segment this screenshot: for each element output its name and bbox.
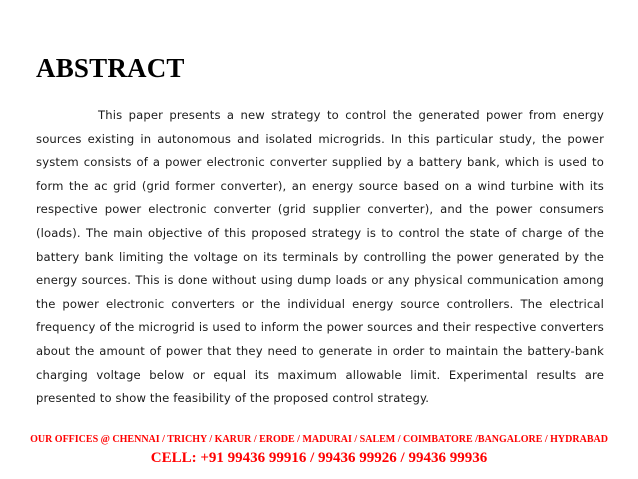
footer-offices-line: OUR OFFICES @ CHENNAI / TRICHY / KARUR / ERODE / MADURAI / SALEM / COIMBATORE /BANGALORE / HYDRABAD xyxy=(30,434,608,445)
footer-cell-numbers: CELL: +91 99436 99916 / 99436 99926 / 99436 99936 xyxy=(150,450,488,466)
abstract-body: This paper presents a new strategy to control the generated power from energy sources existing in autonomous and isolated microgrids. In this particular study, the power system consists of a power electronic converter supplied by a battery bank, which is used to form the ac grid (grid former converter), an energy source based on a wind turbine with its respective power electronic converter (grid supplier converter), and the power consumers (loads). The main objective of this proposed strategy is to control the state of charge of the battery bank limiting the voltage on its terminals by controlling the power generated by the energy sources. This is done without using dump loads or any physical communication among the power electronic converters or the individual energy source controllers. The electrical frequency of the microgrid is used to inform the power sources and their respective converters about the amount of power that they need to generate in order to maintain the battery-bank charging voltage below or equal its maximum allowable limit. Experimental results are presented to show the feasibility of the proposed control strategy. xyxy=(36,108,604,406)
abstract-heading: ABSTRACT xyxy=(36,53,185,83)
